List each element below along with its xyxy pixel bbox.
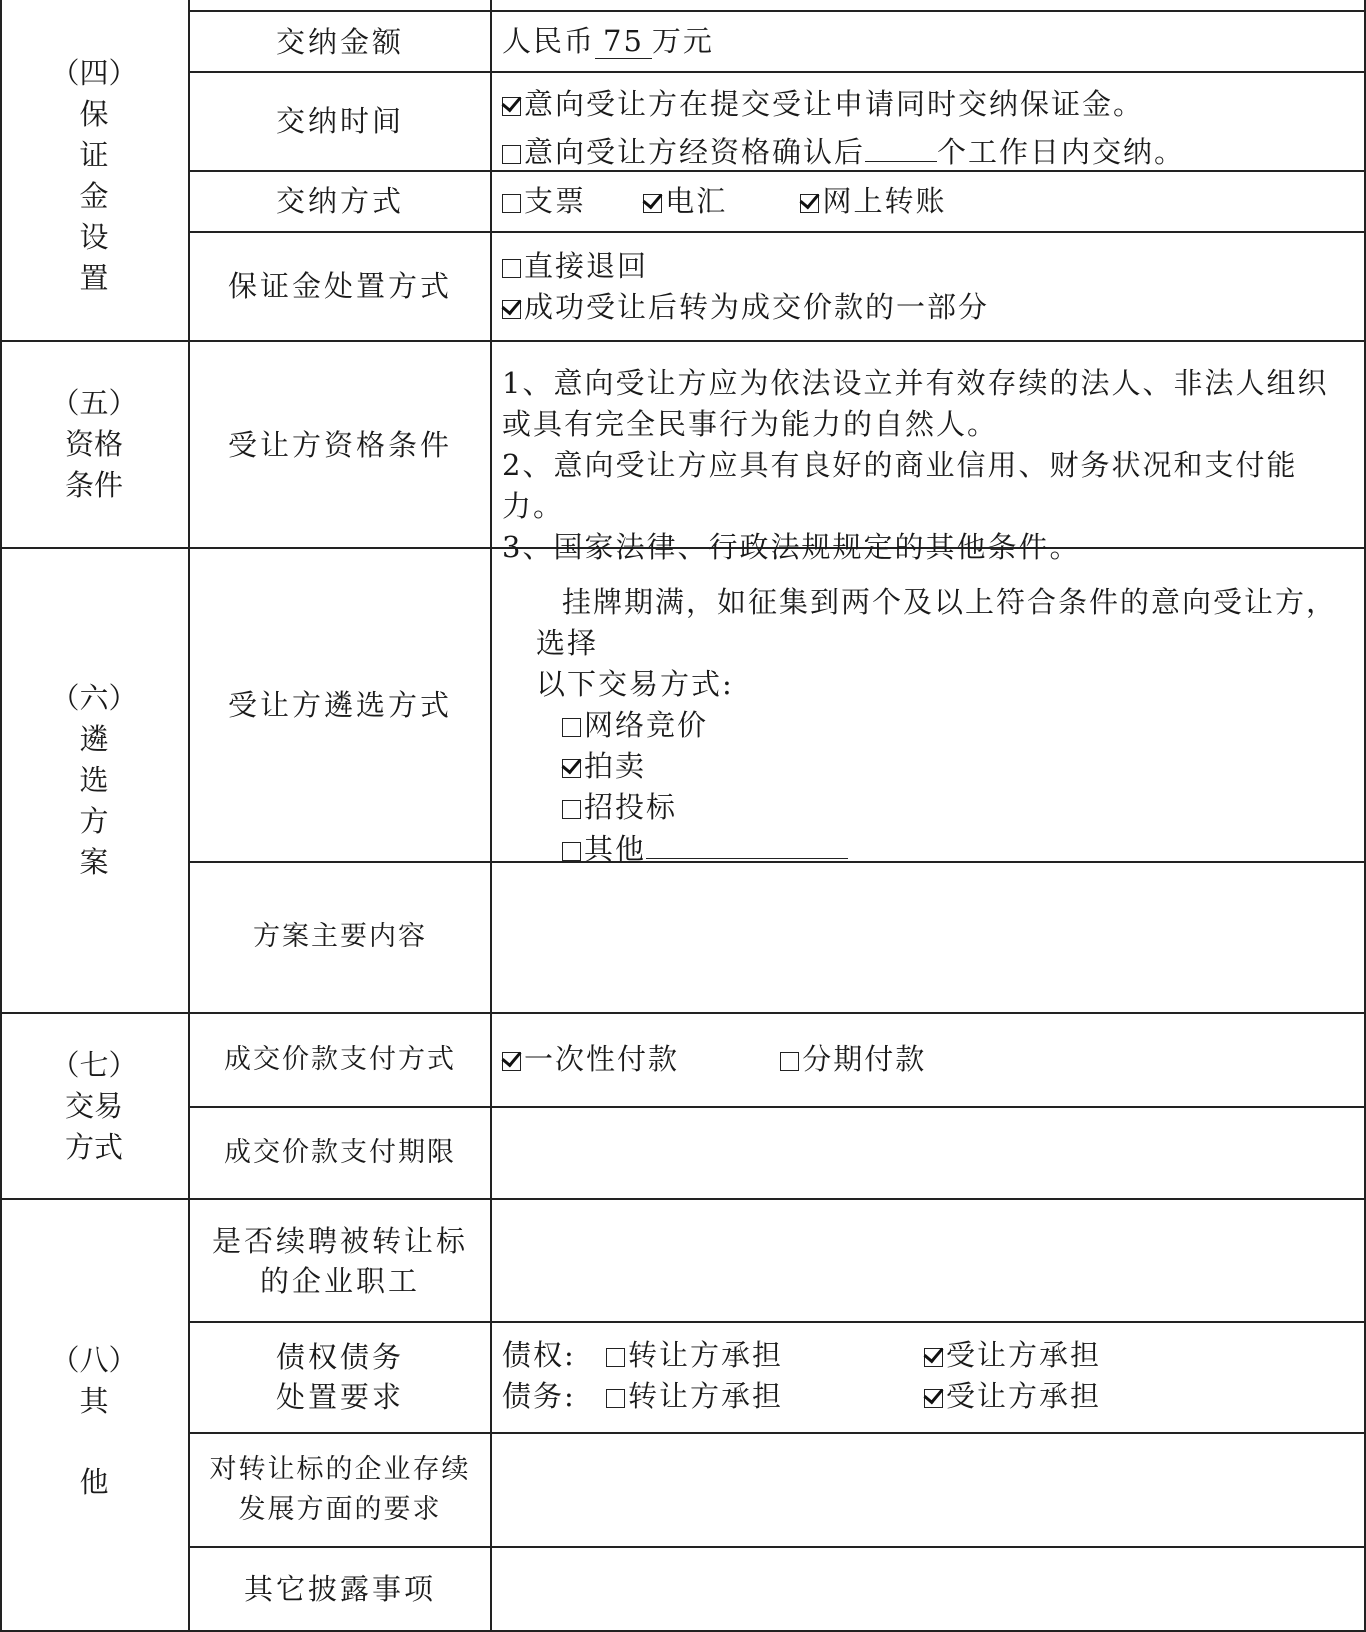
amount-suffix: 万元: [651, 24, 714, 58]
option-text: 受让方承担: [946, 1379, 1102, 1413]
selection-option-online-bidding[interactable]: [536, 705, 1352, 746]
label-line: 的企业职工: [259, 1263, 420, 1298]
claim-option-transferee[interactable]: [924, 1338, 1101, 1372]
payment-term-value[interactable]: [502, 1107, 1352, 1198]
debt-handling-label: [190, 1322, 490, 1432]
section-line: 置: [79, 261, 109, 295]
option-text: 支票: [524, 184, 587, 218]
option-text: 招投标: [584, 790, 678, 824]
checkbox-unchecked[interactable]: [562, 842, 581, 861]
deposit-time-option-1[interactable]: [502, 80, 1352, 128]
section-trade-header: [0, 1014, 188, 1198]
qualification-line: 1、意向受让方应为依法设立并有效存续的法人、非法人组织: [502, 366, 1329, 400]
other-disclosure-value[interactable]: [502, 1547, 1352, 1630]
debt-prefix: 债务:: [502, 1379, 576, 1413]
fill-blank[interactable]: [646, 828, 848, 859]
deposit-amount-value: [502, 21, 1352, 62]
option-text: 转让方承担: [628, 1379, 784, 1413]
deposit-method-options: [502, 181, 1352, 222]
section-line: （六）: [50, 681, 138, 715]
section-selection-header: [0, 549, 188, 1012]
col-divider-2: [490, 0, 492, 1632]
option-text: 拍卖: [584, 749, 647, 783]
qualification-text: [502, 363, 1352, 568]
section-line: （四）: [50, 56, 138, 90]
section-line: （七）: [50, 1047, 138, 1082]
section-line: 遴: [79, 722, 109, 756]
claim-prefix: 债权:: [502, 1338, 576, 1372]
staff-retention-value[interactable]: [502, 1200, 1352, 1321]
option-text: 受让方承担: [946, 1338, 1102, 1372]
selection-intro: 挂牌期满，如征集到两个及以上符合条件的意向受让方，选择: [536, 585, 1338, 660]
section-line: 证: [79, 138, 109, 172]
section-line: 交易: [64, 1088, 123, 1123]
payment-option-installment[interactable]: [780, 1042, 926, 1076]
section-line: 案: [79, 845, 109, 879]
debt-handling-options: [502, 1335, 1352, 1417]
checkbox-unchecked[interactable]: [502, 194, 521, 213]
option-text: 网络竞价: [584, 708, 709, 742]
option-text: 意向受让方经资格确认后: [524, 135, 866, 169]
other-disclosure-label: 其它披露事项: [243, 1571, 436, 1606]
section-line: 其: [79, 1384, 109, 1418]
label-line: 处置要求: [275, 1380, 404, 1414]
checkbox-unchecked[interactable]: [502, 145, 521, 164]
label-line: 发展方面的要求: [238, 1493, 442, 1525]
option-text: 电汇: [665, 184, 728, 218]
section-line: 金: [79, 179, 109, 213]
payment-method-options: [502, 1039, 1352, 1080]
option-text: 直接退回: [524, 249, 649, 283]
option-text: 意向受让方在提交受让申请同时交纳保证金。: [524, 87, 1145, 121]
claim-row: [502, 1335, 1352, 1376]
qualification-label: 受让方资格条件: [227, 427, 452, 462]
disposal-option-return[interactable]: [502, 246, 1352, 287]
checkbox-unchecked[interactable]: [562, 800, 581, 819]
checkbox-checked[interactable]: [924, 1389, 943, 1408]
section-deposit-header: [0, 12, 188, 340]
debt-option-transferor[interactable]: [606, 1376, 924, 1417]
option-text: 成功受让后转为成交价款的一部分: [524, 290, 990, 324]
section-line: 资格: [64, 427, 123, 461]
deposit-amount-label: 交纳金额: [275, 24, 404, 59]
label-line: 是否续聘被转让标: [211, 1223, 468, 1258]
checkbox-unchecked[interactable]: [562, 718, 581, 737]
label-line: 债权债务: [275, 1340, 404, 1374]
debt-row: [502, 1376, 1352, 1417]
deposit-method-label: 交纳方式: [275, 184, 404, 218]
option-text: 个工作日内交纳。: [937, 135, 1186, 169]
payment-term-label: 成交价款支付期限: [224, 1136, 456, 1168]
fill-blank[interactable]: [865, 131, 937, 162]
deposit-disposal-options: [502, 246, 1352, 328]
section-other-header: [0, 1340, 188, 1500]
section-deposit-spacer: [0, 0, 188, 60]
plan-content-label: 方案主要内容: [253, 921, 427, 952]
plan-content-value[interactable]: [502, 862, 1352, 1012]
debt-option-transferee[interactable]: [924, 1379, 1101, 1413]
selection-method-label: 受让方遴选方式: [227, 688, 452, 722]
checkbox-unchecked[interactable]: [502, 259, 521, 278]
section-line: 保: [79, 97, 109, 131]
option-text: 分期付款: [802, 1042, 927, 1076]
amount-prefix: 人民币: [502, 24, 596, 58]
payment-option-lump-sum[interactable]: [502, 1042, 679, 1076]
section-line: 方: [79, 804, 109, 838]
checkbox-checked[interactable]: [502, 300, 521, 319]
option-text: 转让方承担: [628, 1338, 784, 1372]
section-line: （五）: [50, 386, 138, 420]
option-text: 一次性付款: [524, 1042, 680, 1076]
section-line: 条件: [64, 468, 123, 502]
method-option-wire[interactable]: [643, 184, 727, 218]
checkbox-checked[interactable]: [800, 194, 819, 213]
section-line: 方式: [64, 1129, 123, 1164]
section-line: 选: [79, 763, 109, 797]
deposit-disposal-label: 保证金处置方式: [227, 269, 452, 303]
development-requirement-label: [190, 1433, 490, 1546]
section-qualification-header: [0, 342, 188, 547]
checkbox-checked[interactable]: [502, 97, 521, 116]
selection-intro: 以下交易方式:: [536, 667, 734, 701]
section-line: 他: [79, 1465, 109, 1499]
selection-method-content: [536, 582, 1352, 870]
method-option-check[interactable]: [502, 184, 586, 218]
disposal-option-convert[interactable]: [502, 287, 1352, 328]
development-requirement-value[interactable]: [502, 1433, 1352, 1546]
checkbox-unchecked[interactable]: [606, 1348, 625, 1367]
option-text: 网上转账: [822, 184, 947, 218]
amount-number: 75: [595, 24, 652, 59]
staff-retention-label: [190, 1200, 490, 1321]
qualification-line: 2、意向受让方应具有良好的商业信用、财务状况和支付能力。: [502, 448, 1298, 523]
checkbox-checked[interactable]: [924, 1348, 943, 1367]
qualification-line: 或具有完全民事行为能力的自然人。: [502, 407, 999, 441]
label-line: 对转让标的企业存续: [209, 1453, 471, 1485]
deposit-time-options: [502, 80, 1352, 176]
checkbox-checked[interactable]: [502, 1052, 521, 1071]
payment-method-label: 成交价款支付方式: [224, 1044, 456, 1075]
claim-option-transferor[interactable]: [606, 1335, 924, 1376]
checkbox-unchecked[interactable]: [606, 1389, 625, 1408]
deposit-time-option-2[interactable]: [502, 128, 1352, 176]
section-line: （八）: [50, 1343, 138, 1377]
checkbox-checked[interactable]: [643, 194, 662, 213]
deposit-time-label: 交纳时间: [275, 104, 404, 138]
section-line: 设: [79, 220, 109, 254]
selection-option-tender[interactable]: [536, 787, 1352, 828]
method-option-online[interactable]: [800, 184, 946, 218]
qualification-line: 3、国家法律、行政法规规定的其他条件。: [502, 530, 1081, 564]
checkbox-checked[interactable]: [562, 759, 581, 778]
checkbox-unchecked[interactable]: [780, 1052, 799, 1071]
selection-option-auction[interactable]: [536, 746, 1352, 787]
option-text: 其他: [584, 832, 647, 866]
